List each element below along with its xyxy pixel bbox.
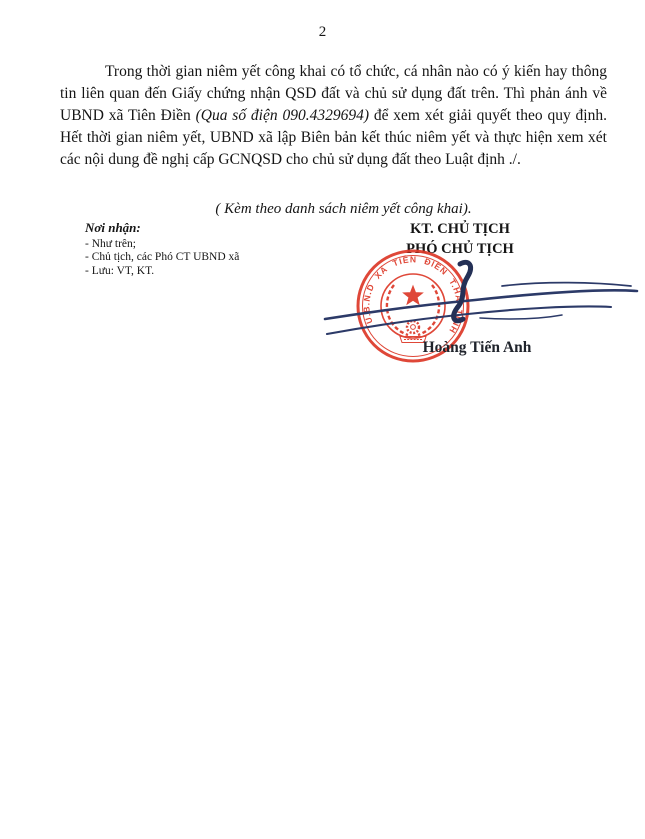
- recipients-heading: Nơi nhận:: [85, 220, 141, 235]
- recipient-item: - Chủ tịch, các Phó CT UBND xã: [85, 251, 240, 263]
- recipient-item: - Lưu: VT, KT.: [85, 264, 155, 277]
- signer-name: Hoàng Tiến Anh: [422, 339, 532, 356]
- stamp-arc-text: U.B.N.D XÃ TIÊN ĐIỀN T.HÀ TĨNH: [361, 254, 465, 336]
- signature-title-line1: KT. CHỦ TỊCH: [410, 221, 510, 237]
- signature-title-line2: PHÓ CHỦ TỊCH: [406, 240, 514, 257]
- recipient-item: - Như trên;: [85, 237, 136, 250]
- phone-note-italic: (Qua số điện 090.4329694): [195, 107, 369, 124]
- page-number: 2: [318, 24, 327, 40]
- attachment-note: ( Kèm theo danh sách niêm yết công khai).: [215, 201, 472, 217]
- body-text-part2: để xem xét giải quyết theo quy định. Hết thời gian niêm yết, UBND xã lập Biên bản kết thúc niêm yết và thực hiện xem xét các nội dung đề nghị cấp GCNQSD cho chủ sử dụng đất theo Luật định ./.: [60, 107, 607, 168]
- body-paragraph: [60, 61, 607, 171]
- body-text-part1: Trong thời gian niêm yết công khai có tổ chức, cá nhân nào có ý kiến hay thông tin liên quan đến Giấy chứng nhận QSD đất và chủ sử dụng đất trên. Thì phản ánh về UBND xã Tiên Điền: [60, 63, 607, 124]
- recipients-block: [85, 221, 239, 278]
- signature-scribble: [322, 256, 640, 340]
